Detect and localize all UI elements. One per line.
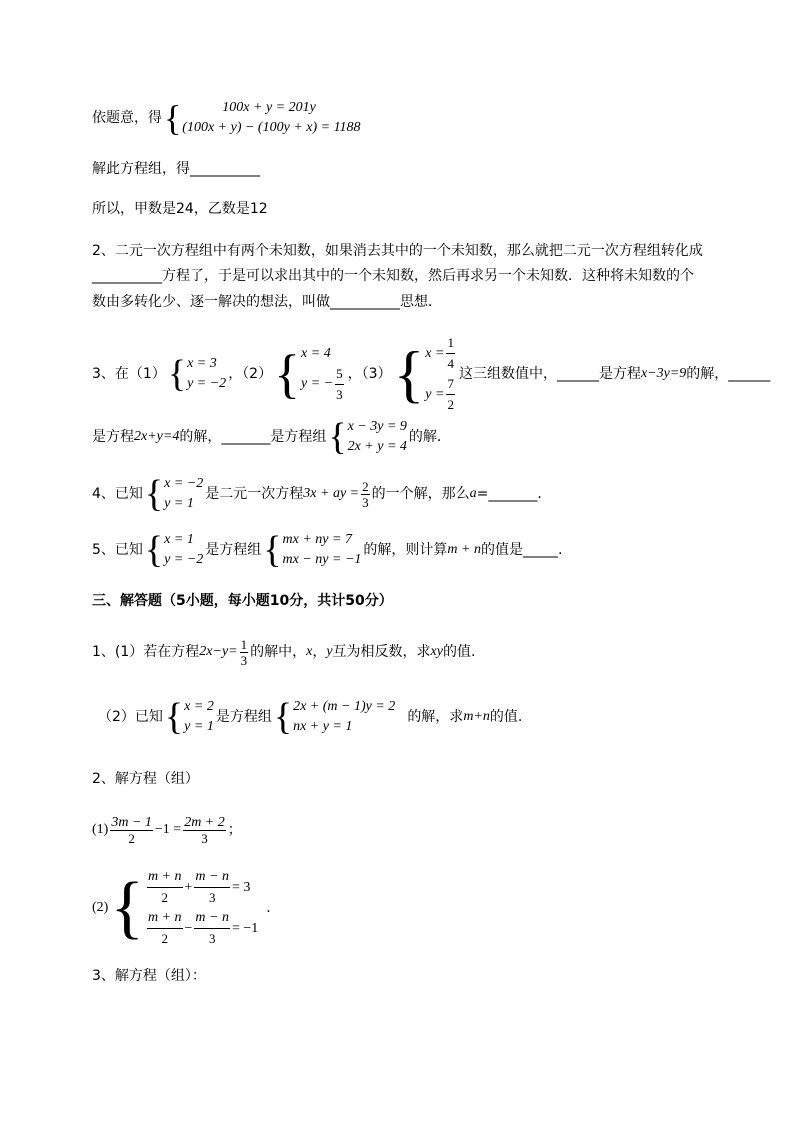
equation: (100x + y) − (100y + x) = 1188 <box>182 120 361 135</box>
a2-eq1: (1) $\frac{3m - 1}{2}$ −1 = $\frac{2m + 2}{3}$ ； <box>92 814 242 846</box>
equation-system: { x = −2 y = 1 <box>144 473 204 515</box>
q4-line: 4、已知 { x = −2 y = 1 是二元一次方程 3x + ay = $\frac{2}{3}$ 的一个解，那么 a =_______. <box>92 473 542 515</box>
q3-line1: 3、在（1） { x = 3 y = −2 ，（2） { x = 4 y = − $\frac{5}{3}$ ，（3） { x = $\frac{1}{4}$ y = $\frac{7}{2}$ 这三组数值中，______是方程 x−3y=9 的解，______ <box>92 340 770 408</box>
a2-heading: 2、解方程（组） <box>92 771 199 787</box>
equation-system: { x − 3y = 9 2x + y = 4 <box>328 416 407 458</box>
fraction: $\frac{2m + 2}{3}$ <box>184 814 225 846</box>
answer-line: 所以，甲数是24，乙数是12 <box>92 201 268 217</box>
fraction: $\frac{m + n}{2}$ <box>147 869 182 905</box>
equation-system: { mx + ny = 7 mx − ny = −1 <box>263 529 362 571</box>
fraction: $\frac{2}{3}$ <box>362 478 369 510</box>
solve-line: 解此方程组，得__________ <box>92 161 260 177</box>
fraction: $\frac{7}{2}$ <box>447 376 454 412</box>
fraction: $\frac{m - n}{3}$ <box>195 910 229 946</box>
equation-system: { $\frac{m + n}{2}$ + $\frac{m - n}{3}$ = 3 $\frac{m + n}{2}$ − $\frac{m - n}{3}$ = −1 <box>110 867 258 949</box>
q5-line: 5、已知 { x = 1 y = −2 是方程组 { mx + ny = 7 mx − ny = −1 的解，则计算 m + n 的值是_____. <box>92 529 563 571</box>
equation-system: { x = 3 y = −2 <box>167 353 227 395</box>
q2-line1: 2、二元一次方程组中有两个未知数，如果消去其中的一个未知数，那么就把二元一次方程组转化成 <box>92 243 703 259</box>
section-heading: 三、解答题（5小题，每小题10分，共计50分） <box>92 593 393 609</box>
fraction: $\frac{1}{4}$ <box>447 335 454 371</box>
q3-line2: 是方程 2x+y=4 的解，_______是方程组 { x − 3y = 9 2x + y = 4 的解． <box>92 416 451 458</box>
equation-system: { x = 2 y = 1 <box>164 696 214 738</box>
fraction: $\frac{m - n}{3}$ <box>195 869 229 905</box>
equation-system: { x = 1 y = −2 <box>144 529 204 571</box>
a3-heading: 3、解方程（组）： <box>92 968 206 984</box>
left-brace: { <box>164 98 182 138</box>
equation-system <box>164 98 361 138</box>
equation: 100x + y = 201y <box>222 100 316 115</box>
equation: x−3y=9 <box>640 366 687 381</box>
setup-line: 依题意，得 { 100x + y = 201y (100x + y) − (100y + x) = 1188 <box>92 98 361 138</box>
equation-system: { x = $\frac{1}{4}$ y = $\frac{7}{2}$ <box>394 333 457 415</box>
fraction: $\frac{3m - 1}{2}$ <box>111 814 152 846</box>
q2-line2: __________方程了，于是可以求出其中的一个未知数，然后再求另一个未知数．这种将未知数的个 <box>92 268 694 284</box>
a1-line: 1、(1）若在方程 2x−y= $\frac{1}{3}$ 的解中， x ， y 互为相反数，求 xy 的值. <box>92 636 476 668</box>
equation-system: { x = 4 y = − $\frac{5}{3}$ <box>274 344 343 404</box>
fraction: $\frac{1}{3}$ <box>240 636 248 668</box>
equation: 2x+y=4 <box>134 429 180 444</box>
a2-eq2: (2) { $\frac{m + n}{2}$ + $\frac{m - n}{3}$ = 3 $\frac{m + n}{2}$ − $\frac{m - n}{3}$ = −1 . <box>92 870 271 946</box>
q2-line3: 数由多转化少、逐一解决的想法，叫做__________思想． <box>92 294 442 310</box>
a1b-line: （2）已知 { x = 2 y = 1 是方程组 { 2x + (m − 1)y = 2 nx + y = 1 的解，求 m+n 的值. <box>98 696 523 738</box>
fraction: $\frac{m + n}{2}$ <box>147 910 182 946</box>
equation-system: { 2x + (m − 1)y = 2 nx + y = 1 <box>273 696 396 738</box>
fraction: $\frac{5}{3}$ <box>336 365 343 402</box>
